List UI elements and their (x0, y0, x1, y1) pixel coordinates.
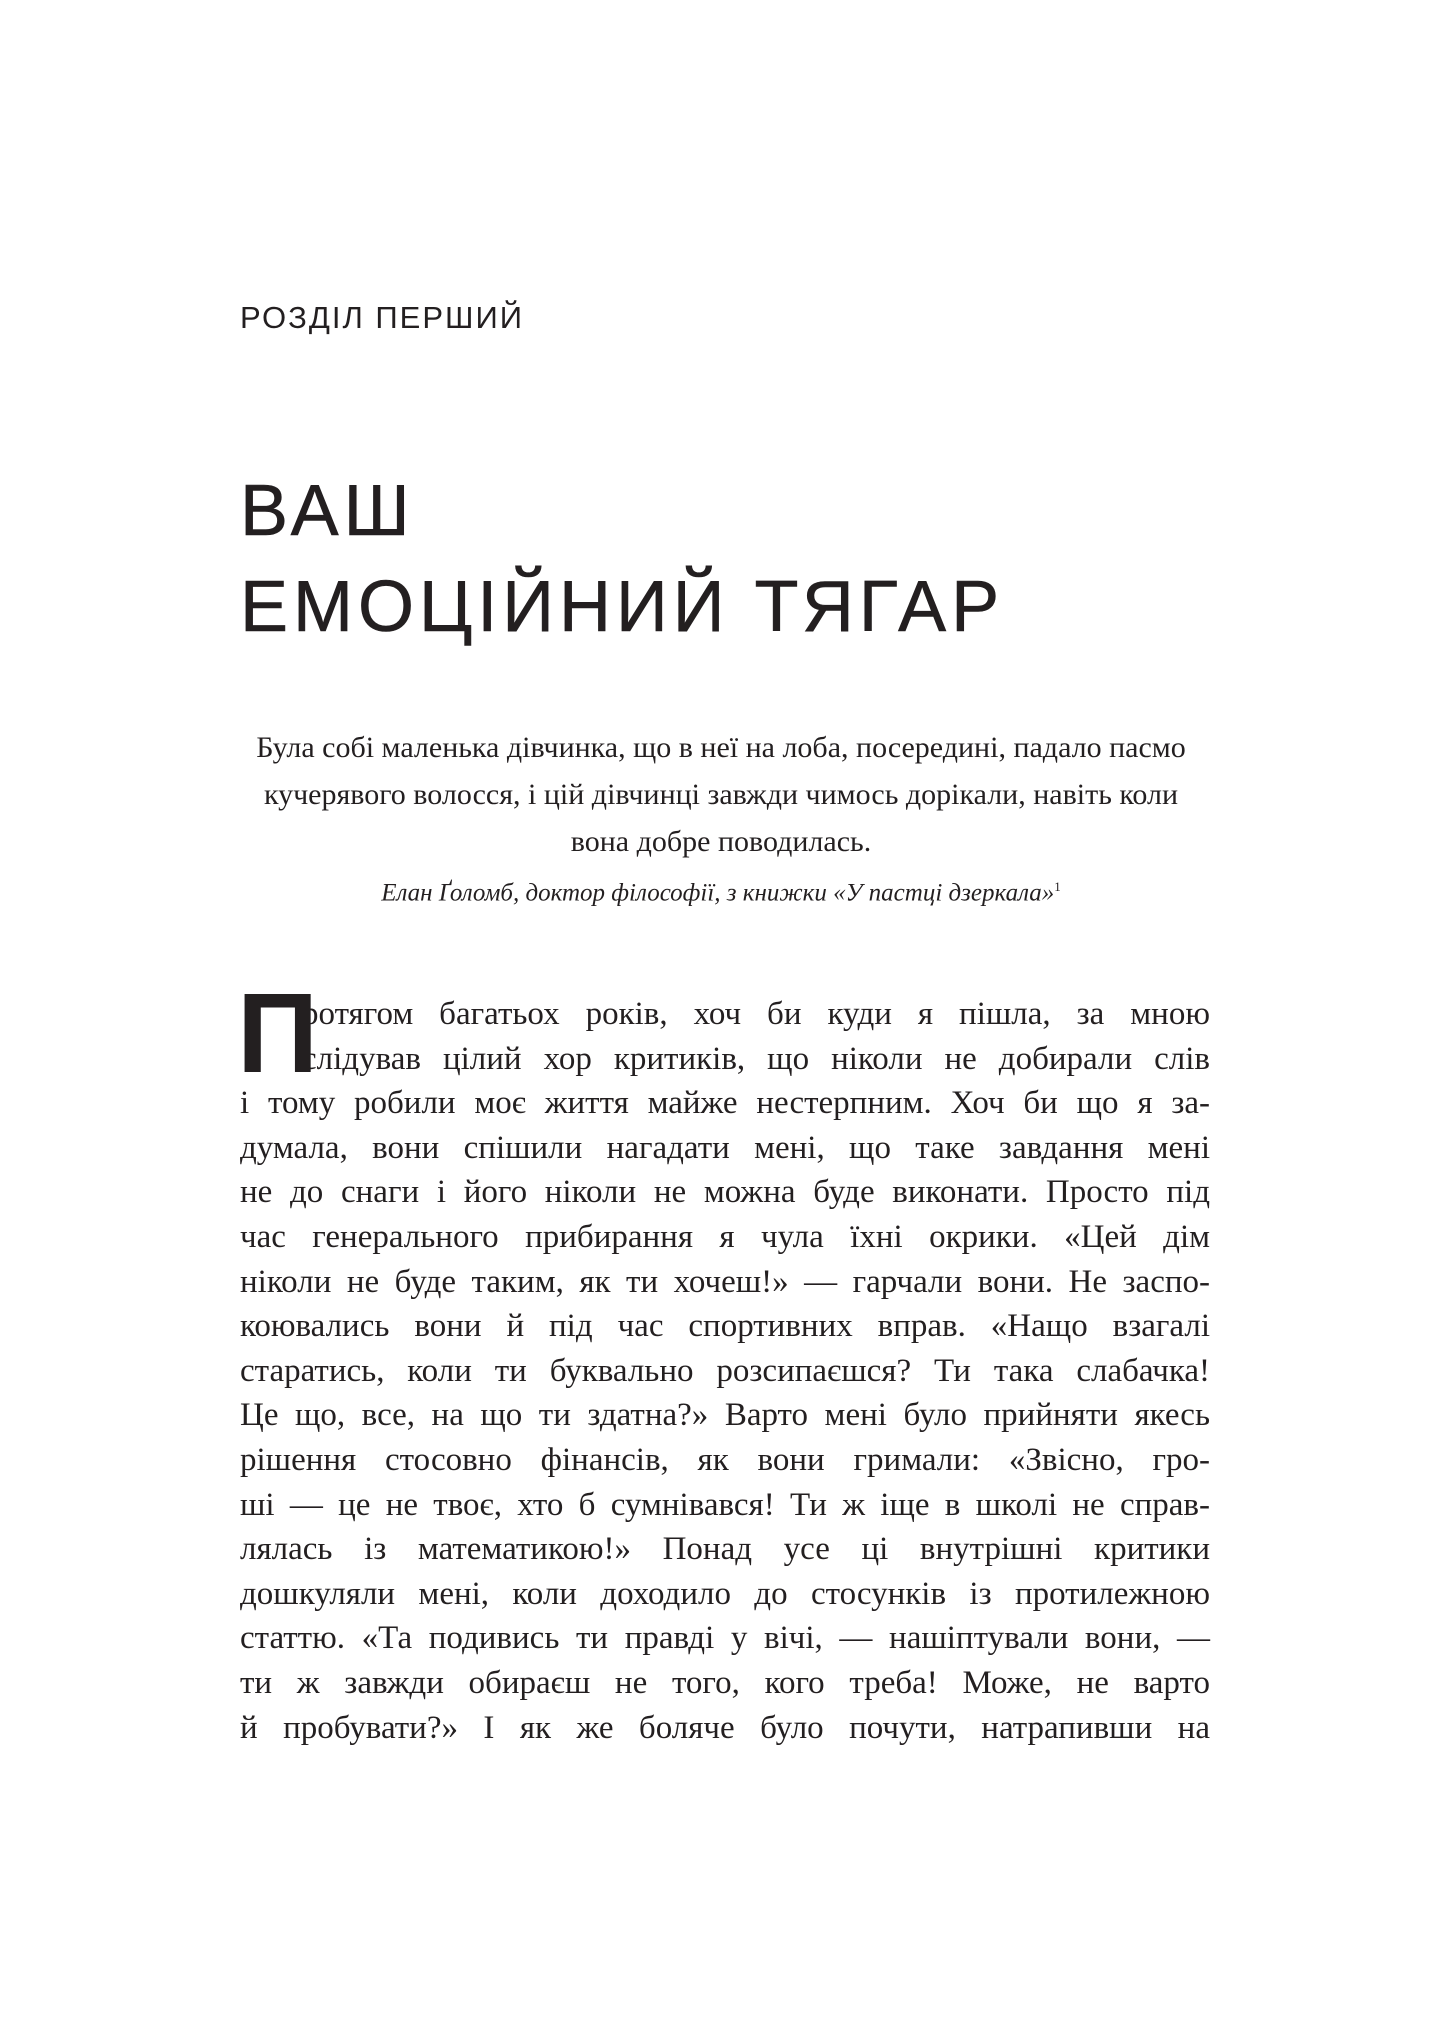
body-line: статтю. «Та подивись ти правді у вічі, — нашіптували вони, — (240, 1620, 1210, 1657)
chapter-label: РОЗДІЛ ПЕРШИЙ (240, 300, 525, 335)
epigraph-line: вона добре поводилась. (570, 825, 872, 858)
body-line: старатись, коли ти буквально розсипаєшся? Ти така слабачка! (240, 1352, 1210, 1389)
chapter-title-line: ВАШ (240, 471, 415, 551)
footnote-mark: 1 (1054, 879, 1061, 894)
body-line: слідував цілий хор критиків, що ніколи не добирали слів (302, 1040, 1210, 1077)
body-line: і тому робили моє життя майже нестерпним. Хоч би що я за- (240, 1085, 1210, 1122)
body-line: час генерального прибирання я чула їхні окрики. «Цей дім (240, 1218, 1210, 1255)
epigraph (236, 724, 1206, 911)
body-line: думала, вони спішили нагадати мені, що таке завдання мені (240, 1129, 1210, 1166)
chapter-title (240, 463, 1004, 655)
body-line: ніколи не буде таким, як ти хочеш!» — гарчали вони. Не заспо- (240, 1263, 1210, 1300)
epigraph-source (236, 869, 1206, 911)
epigraph-source-text: Елан Ґоломб, доктор філософії, з книжки «У пастці дзеркала» (381, 879, 1055, 907)
body-line: ротягом багатьох років, хоч би куди я пішла, за мною (302, 996, 1210, 1032)
body-line: коювались вони й під час спортивних вправ. «Нащо взагалі (240, 1308, 1210, 1345)
drop-cap (237, 970, 319, 1096)
body-text (240, 992, 1210, 1750)
epigraph-line: Була собі маленька дівчинка, що в неї на лоба, посередині, падало пасмо (256, 731, 1186, 764)
chapter-title-line: ЕМОЦІЙНИЙ ТЯГАР (240, 567, 1005, 647)
body-line: лялась із математикою!» Понад усе ці внутрішні критики (240, 1531, 1210, 1568)
body-line: рішення стосовно фінансів, як вони гримали: «Звісно, гро- (240, 1441, 1210, 1478)
body-line: ші — це не твоє, хто б сумнівався! Ти ж іще в школі не справ- (240, 1486, 1210, 1523)
body-line: ти ж завжди обираєш не того, кого треба! Може, не варто (240, 1664, 1210, 1701)
body-line: Це що, все, на що ти здатна?» Варто мені було прийняти якесь (240, 1397, 1210, 1434)
body-line: дошкуляли мені, коли доходило до стосунків із протилежною (240, 1575, 1210, 1612)
epigraph-line: кучерявого волосся, і цій дівчинці завжди чимось дорікали, навіть коли (263, 778, 1179, 811)
body-line: не до снаги і його ніколи не можна буде виконати. Просто під (240, 1174, 1210, 1211)
drop-cap-letter: П (237, 970, 319, 1096)
body-line: й пробувати?» І як же боляче було почути, натрапивши на (240, 1709, 1210, 1746)
